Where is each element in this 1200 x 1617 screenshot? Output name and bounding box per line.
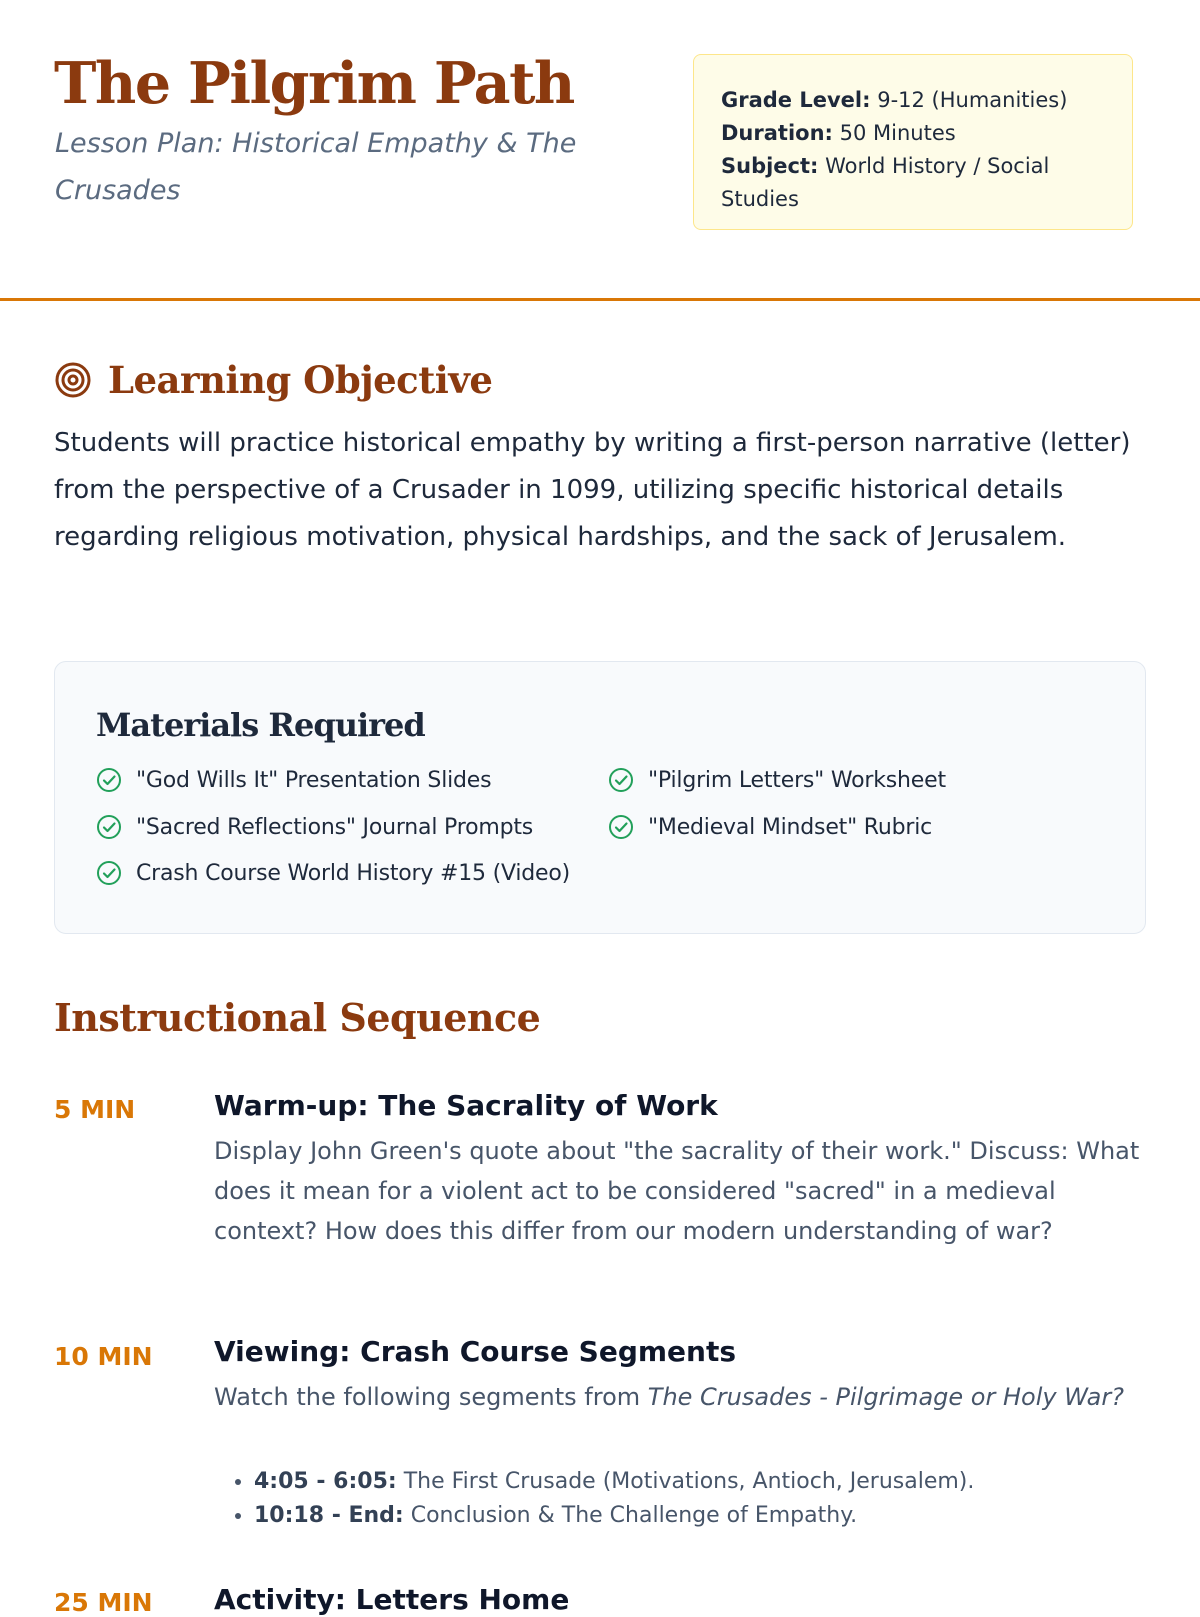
- lesson-meta-box: [693, 54, 1133, 230]
- check-circle-icon: [96, 814, 122, 840]
- video-segment-list: [230, 1465, 974, 1533]
- meta-grade-level: Grade Level: 9-12 (Humanities): [721, 88, 1068, 112]
- step-title: Warm-up: The Sacrality of Work: [214, 1089, 718, 1122]
- step-description: Watch the following segments from The Crusades - Pilgrimage or Holy War?: [214, 1383, 1124, 1411]
- check-circle-icon: [608, 814, 634, 840]
- step-time: 25 MIN: [54, 1588, 153, 1617]
- material-item: Crash Course World History #15 (Video): [96, 860, 570, 886]
- material-item: "Sacred Reflections" Journal Prompts: [96, 814, 533, 840]
- materials-card: [54, 661, 1146, 934]
- meta-duration: Duration: 50 Minutes: [721, 121, 956, 145]
- meta-subject: Subject: World History / Social Studies: [721, 154, 1050, 211]
- video-segment: • 10:18 - End: Conclusion & The Challenge of Empathy.: [254, 1499, 974, 1533]
- step-time: 5 MIN: [54, 1095, 136, 1124]
- lesson-header: [0, 0, 1200, 301]
- learning-objective-text: Students will practice historical empathy by writing a first-person narrative (letter) from the perspective of a Crusader in 1099, utilizing specific historical details regarding religious motivation, physical hardships, and the sack of Jerusalem.: [54, 428, 1131, 552]
- check-circle-icon: [96, 767, 122, 793]
- page-subtitle: Lesson Plan: Historical Empathy & The Crusades: [55, 128, 577, 206]
- check-circle-icon: [96, 860, 122, 886]
- material-item: "God Wills It" Presentation Slides: [96, 767, 491, 793]
- material-item: "Medieval Mindset" Rubric: [608, 814, 932, 840]
- instructional-sequence-heading: Instructional Sequence: [54, 995, 541, 1040]
- step-title: Viewing: Crash Course Segments: [214, 1335, 737, 1368]
- learning-objective-heading: Learning Objective: [54, 358, 492, 402]
- materials-heading: Materials Required: [96, 706, 425, 744]
- page-title: The Pilgrim Path: [54, 50, 574, 117]
- check-circle-icon: [608, 767, 634, 793]
- material-item: "Pilgrim Letters" Worksheet: [608, 767, 946, 793]
- target-icon: [54, 361, 92, 399]
- step-time: 10 MIN: [54, 1342, 153, 1371]
- step-description: Display John Green's quote about "the sacrality of their work." Discuss: What does it mean for a violent act to be considered "sacred" in a medieval context? How does this differ from our modern understanding of war?: [214, 1137, 1140, 1245]
- video-segment: • 4:05 - 6:05: The First Crusade (Motivations, Antioch, Jerusalem).: [254, 1465, 974, 1499]
- step-title: Activity: Letters Home: [214, 1583, 570, 1616]
